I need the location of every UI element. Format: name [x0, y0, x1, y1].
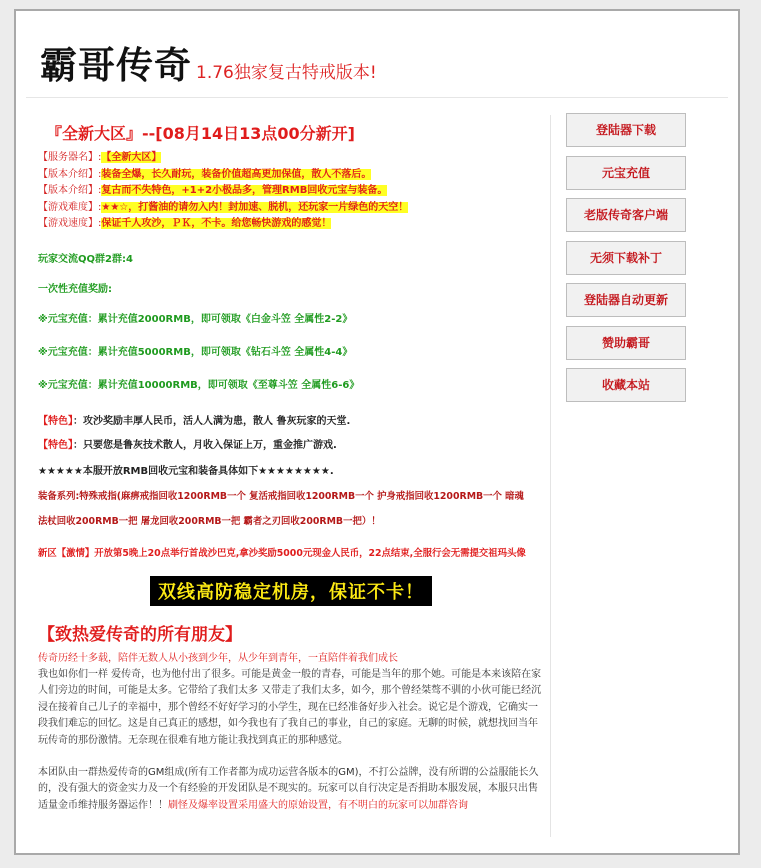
- equipment-line-2: 法杖回收200RMB一把 屠龙回收200RMB一把 霸者之刃回收200RMB一把）！: [38, 515, 381, 527]
- feature-2-text: ：只要您是鲁灰技术散人，月收入保证上万，重金推广游戏.: [73, 439, 337, 451]
- recharge-reward-1: ※元宝充值：累计充值2000RMB，即可领取《白金斗笠 全属性2-2》: [38, 313, 353, 325]
- slogan-wrap: [38, 576, 544, 606]
- site-subtitle: 1.76独家复古特戒版本!: [196, 63, 377, 83]
- ingot-recharge-button[interactable]: 元宝充值: [566, 156, 686, 190]
- speed-row: [38, 216, 544, 233]
- friends-paragraph-1: 我也如你们一样 爱传奇，也为他付出了很多。可能是黄金一般的青春，可能是当年的那个她。可能是本来该陪在家人们旁边的时间，可能是太多。它带给了我们太多 又带走了我们太多，如今，那个曾经桀骜不驯的小伙可能已经沉浸在接着自己儿子的幸福中，那个曾经不好好学习的小学生，现在已经准备好步入社会。说它是个游戏，它确实一段我们难忘的回忆。这是自己真正的感想，如今我也有了我自己的事业，自己的家庭。无聊的时候，就想找回当年玩传奇的那份激情。无奈现在很难有地方能让我找到真正的那种感觉。: [38, 668, 542, 746]
- sidebar: [566, 113, 686, 411]
- feature-1-label: 【特色】: [38, 415, 73, 427]
- site-title: 霸哥传奇: [40, 44, 192, 87]
- rmb-notice: ★★★★★本服开放RMB回收元宝和装备具体如下★★★★★★★★.: [38, 465, 334, 477]
- version-label-2: 【版本介绍】:: [38, 185, 102, 196]
- server-info: [38, 150, 544, 233]
- event-notice: 新区【激情】开放第5晚上20点举行首战沙巴克,拿沙奖励5000元现金人民币，22点结束,全服行会无需提交祖玛头像: [38, 547, 526, 559]
- launcher-auto-update-button[interactable]: 登陆器自动更新: [566, 283, 686, 317]
- feature-1: [38, 416, 544, 428]
- server-name-value: 【全新大区】: [101, 152, 162, 163]
- feature-1-text: ：攻沙奖励丰厚人民币，活人人满为患，散人 鲁灰玩家的天堂.: [73, 415, 351, 427]
- qq-group: 玩家交流QQ群2群:4: [38, 253, 133, 265]
- friends-paragraph-2-text: 本团队由一群热爱传奇的GM组成(所有工作者都为成功运营各版本的GM)，不打公益牌，没有所谓的公益服能长久的，没有强大的资金实力及一个有经验的开发团队是不现实的。玩家可以自行决定是否捐助本服发展，本服只出售适量金币维持服务器运作！！: [38, 766, 539, 811]
- page-frame: [14, 9, 740, 855]
- no-download-patch-button[interactable]: 无须下载补丁: [566, 241, 686, 275]
- friends-paragraph-2: [38, 765, 544, 814]
- speed-value: 保证千人攻沙，ＰＫ，不卡。给您畅快游戏的感觉！: [101, 218, 332, 229]
- friends-title: 【致热爱传奇的所有朋友】: [38, 624, 242, 645]
- server-name-row: [38, 150, 544, 167]
- version-row-2: [38, 183, 544, 200]
- difficulty-value: ★★☆，打酱油的请勿入内！封加速、脱机，还玩家一片绿色的天空！: [101, 201, 409, 213]
- speed-label: 【游戏速度】:: [38, 218, 102, 229]
- difficulty-label: 【游戏难度】:: [38, 201, 102, 213]
- classic-client-button[interactable]: 老版传奇客户端: [566, 198, 686, 232]
- launcher-download-button[interactable]: 登陆器下载: [566, 113, 686, 147]
- friends-paragraph-2-highlight: 刷怪及爆率设置采用盛大的原始设置，有不明白的玩家可以加群咨询: [168, 799, 468, 811]
- bookmark-site-button[interactable]: 收藏本站: [566, 368, 686, 402]
- feature-2-label: 【特色】: [38, 439, 73, 451]
- recharge-title: 一次性充值奖励:: [38, 283, 112, 295]
- friends-lead: 传奇历经十多载，陪伴无数人从小孩到少年，从少年到青年，一直陪伴着我们成长: [38, 652, 398, 664]
- version-value-2: 复古而不失特色，+1+2小极品多，管理RMB回收元宝与装备。: [101, 185, 388, 196]
- slogan-banner: 双线高防稳定机房，保证不卡！: [150, 576, 432, 606]
- version-label: 【版本介绍】:: [38, 168, 102, 180]
- feature-2: [38, 440, 544, 452]
- sponsor-button[interactable]: 赞助霸哥: [566, 326, 686, 360]
- site-header: [40, 35, 377, 95]
- equipment-line-1: 装备系列:特殊戒指(麻痹戒指回收1200RMB一个 复活戒指回收1200RMB一个 护身戒指回收1200RMB一个 暗魂: [38, 490, 524, 502]
- recharge-reward-3: ※元宝充值：累计充值10000RMB，即可领取《至尊斗笠 全属性6-6》: [38, 379, 360, 391]
- version-value: 装备全爆，长久耐玩，装备价值超高更加保值，散人不落后。: [101, 168, 372, 180]
- recharge-reward-2: ※元宝充值：累计充值5000RMB，即可领取《钻石斗笠 全属性4-4》: [38, 346, 353, 358]
- column-divider: [550, 115, 551, 837]
- difficulty-row: [38, 200, 544, 217]
- header-divider: [26, 97, 728, 98]
- main-content: [38, 115, 544, 835]
- news-title: 『全新大区』--[08月14日13点00分新开]: [46, 124, 355, 143]
- server-name-label: 【服务器名】:: [38, 152, 102, 163]
- version-row: [38, 167, 544, 184]
